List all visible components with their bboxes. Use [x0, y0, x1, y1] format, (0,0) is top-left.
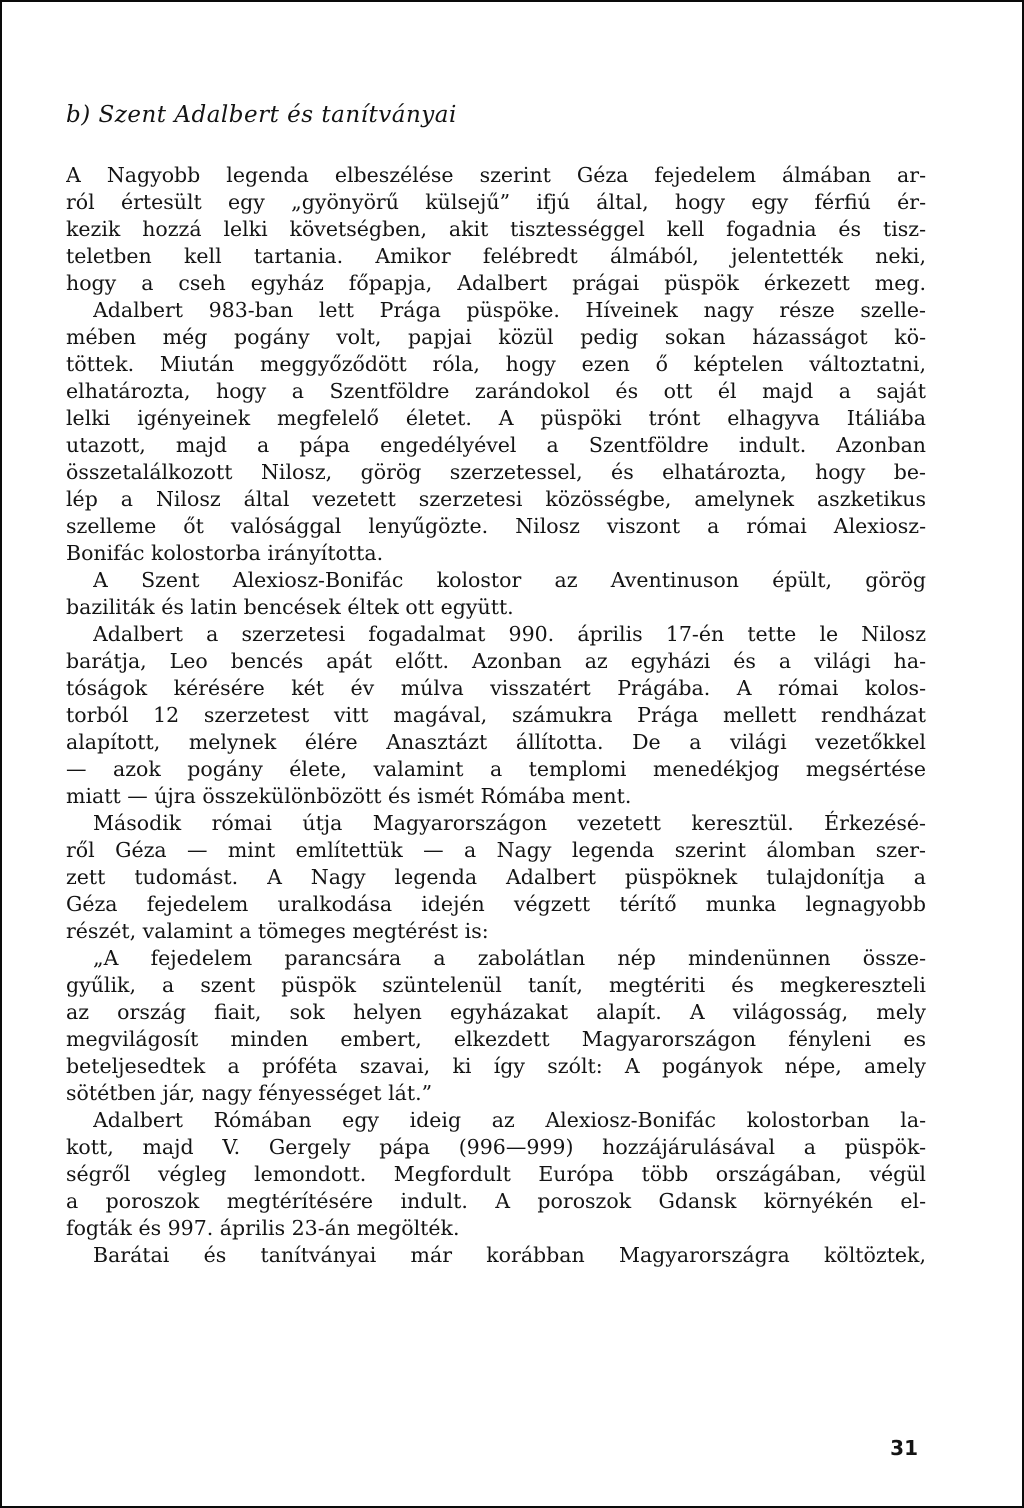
text-line: alapított, melynek élére Anasztázt állította. De a világi vezetőkkel — [66, 730, 926, 754]
text-line: részét, valamint a tömeges megtérést is: — [66, 919, 489, 943]
text-line: a poroszok megtérítésére indult. A poroszok Gdansk környékén el- — [66, 1189, 926, 1213]
section-heading: b) Szent Adalbert és tanítványai — [66, 102, 457, 128]
text-line: Bonifác kolostorba irányította. — [66, 541, 384, 565]
text-line: lelki igényeinek megfelelő életet. A püspöki trónt elhagyva Itáliába — [66, 406, 926, 430]
text-line: „A fejedelem parancsára a zabolátlan nép mindenünnen össze- — [93, 946, 926, 970]
text-line: baziliták és latin bencések éltek ott együtt. — [66, 595, 514, 619]
text-line: lép a Nilosz által vezetett szerzetesi közösségbe, amelynek aszketikus — [66, 487, 926, 511]
text-line: barátja, Leo bencés apát előtt. Azonban az egyházi és a világi ha- — [66, 649, 926, 673]
text-line: szelleme őt valósággal lenyűgözte. Nilosz viszont a római Alexiosz- — [66, 514, 926, 538]
text-line: Második római útja Magyarországon vezetett keresztül. Érkezésé- — [93, 811, 926, 835]
text-line: ről Géza — mint említettük — a Nagy legenda szerint álomban szer- — [66, 838, 926, 862]
text-line: elhatározta, hogy a Szentföldre zarándokol és ott él majd a saját — [66, 379, 926, 403]
page-number: 31 — [890, 1436, 918, 1460]
text-line: töttek. Miután meggyőződött róla, hogy ezen ő képtelen változtatni, — [66, 352, 926, 376]
text-line: miatt — újra összekülönbözött és ismét Rómába ment. — [66, 784, 632, 808]
text-line: beteljesedtek a próféta szavai, ki így szólt: A pogányok népe, amely — [66, 1054, 926, 1078]
text-line: mében még pogány volt, papjai közül pedig sokan házasságot kö- — [66, 325, 926, 349]
text-line: fogták és 997. április 23-án megölték. — [66, 1216, 460, 1240]
text-line: Géza fejedelem uralkodása idején végzett térítő munka legnagyobb — [66, 892, 926, 916]
text-line: zett tudomást. A Nagy legenda Adalbert püspöknek tulajdonítja a — [66, 865, 926, 889]
text-line: — azok pogány élete, valamint a templomi menedékjog megsértése — [66, 757, 926, 781]
text-line: hogy a cseh egyház főpapja, Adalbert prágai püspök érkezett meg. — [66, 271, 926, 295]
text-line: Adalbert a szerzetesi fogadalmat 990. április 17-én tette le Nilosz — [93, 622, 926, 646]
text-line: Adalbert 983-ban lett Prága püspöke. Híveinek nagy része szelle- — [93, 298, 926, 322]
text-line: ségről végleg lemondott. Megfordult Európa több országában, végül — [66, 1162, 926, 1186]
text-line: A Nagyobb legenda elbeszélése szerint Géza fejedelem álmában ar- — [66, 163, 926, 187]
text-line: tóságok kérésére két év múlva visszatért Prágába. A római kolos- — [66, 676, 926, 700]
text-line: teletben kell tartania. Amikor felébredt álmából, jelentették neki, — [66, 244, 926, 268]
text-line: gyűlik, a szent püspök szüntelenül tanít, megtériti és megkereszteli — [66, 973, 926, 997]
text-line: megvilágosít minden embert, elkezdett Magyarországon fényleni es — [66, 1027, 926, 1051]
text-line: utazott, majd a pápa engedélyével a Szentföldre indult. Azonban — [66, 433, 926, 457]
text-line: Barátai és tanítványai már korábban Magyarországra költöztek, — [93, 1243, 926, 1267]
text-line: kezik hozzá lelki követségben, akit tisztességgel kell fogadnia és tisz- — [66, 217, 926, 241]
text-line: kott, majd V. Gergely pápa (996—999) hozzájárulásával a püspök- — [66, 1135, 926, 1159]
text-line: összetalálkozott Nilosz, görög szerzetessel, és elhatározta, hogy be- — [66, 460, 926, 484]
text-line: az ország fiait, sok helyen egyházakat alapít. A világosság, mely — [66, 1000, 926, 1024]
text-line: A Szent Alexiosz-Bonifác kolostor az Aventinuson épült, görög — [93, 568, 926, 592]
text-line: torból 12 szerzetest vitt magával, számukra Prága mellett rendházat — [66, 703, 926, 727]
text-line: ról értesült egy „gyönyörű külsejű” ifjú által, hogy egy férfiú ér- — [66, 190, 926, 214]
text-line: Adalbert Rómában egy ideig az Alexiosz-Bonifác kolostorban la- — [93, 1108, 926, 1132]
text-line: sötétben jár, nagy fényességet lát.” — [66, 1081, 433, 1105]
